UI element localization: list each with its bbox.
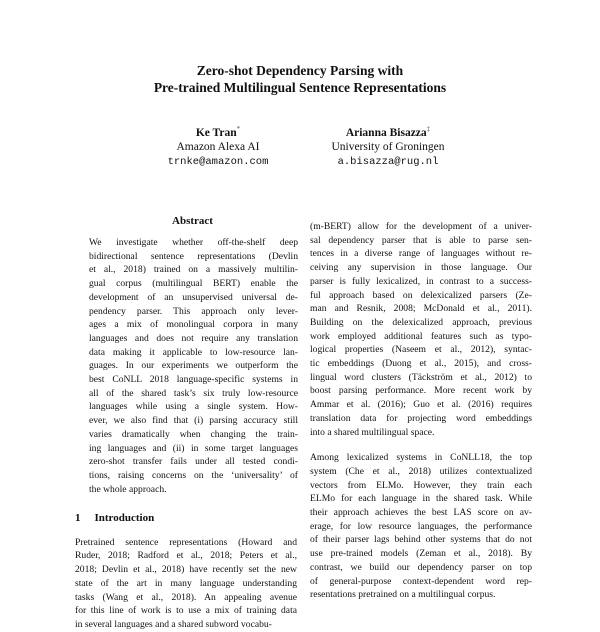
text-line: work employed additional features such as typo- [310,330,532,342]
text-line: Among lexicalized systems in CoNLL18, the top [310,452,532,464]
text-line: translation data for projecting word embeddings [310,412,532,424]
text-line: Building on the delexicalized approach, previous [310,316,532,328]
text-line: ing languages and (ii) in some target languages [89,442,298,454]
section-title: Introduction [94,512,155,524]
text-line: lingual word clusters (Täckström et al., 2012) to [310,371,532,383]
author-block-2 [288,122,488,169]
author-email[interactable]: a.bisazza@rug.nl [337,155,439,168]
text-line: Ruder, 2018; Radford et al., 2018; Peters et al., [75,550,297,562]
text-line: man and Resnik, 2008; McDonald et al., 2011). [310,303,532,315]
text-line: pendency parser. This approach only lever- [89,305,298,317]
paper-title [100,62,500,96]
text-line: guages. In our experiments we outperform the [89,360,298,372]
text-line: languages and does not require any translation [89,332,298,344]
text-line: system (Che et al., 2018) utilizes contextualized [310,465,532,477]
text-line: bidirectional sentence representations (Devlin [89,250,298,262]
text-line: for this line of work is to use a mix of training data [75,605,297,617]
title-line-2: Pre-trained Multilingual Sentence Representations [153,80,447,95]
title-line-1: Zero-shot Dependency Parsing with [196,63,404,78]
text-line: best CoNLL 2018 language-specific systems in [89,374,298,386]
text-line: into a shared multilingual space. [310,426,435,438]
text-line: (m-BERT) allow for the development of a univer- [310,221,532,232]
author-mark: ‡ [426,125,431,133]
introduction-body [75,512,297,632]
text-line: zero-shot transfer fails under all tested condi- [89,456,298,468]
text-line: resentations pretrained on a multilingual corpus. [310,589,496,601]
abstract-heading: Abstract [172,215,213,227]
text-line: logical properties (Naseem et al., 2012), syntac- [310,344,532,356]
text-line: ages a mix of monolingual corpora in many [89,319,298,331]
abstract-body [89,236,298,496]
text-line: languages while using a single system. How- [89,401,298,413]
text-line: development of an unsupervised universal de- [89,291,298,303]
text-line: data making it applicable to low-resource lan- [89,346,298,358]
text-line: ever, we also find that (i) parsing accuracy still [89,415,298,427]
text-line: varies dramatically when changing the train- [89,428,298,440]
text-line: 2018; Devlin et al., 2018) have recently set the new [75,564,297,576]
text-line: state of the art in many language understanding [75,577,297,589]
author-email[interactable]: trnke@amazon.com [167,155,269,168]
text-line: in several languages and a shared subword vocabu- [75,618,272,630]
text-line: parser is fully lexicalized, in contrast to a success- [310,275,532,287]
author-affiliation: University of Groningen [331,141,445,154]
text-line: ceiving any supervision in those language. Our [310,262,532,274]
author-mark: * [236,125,241,133]
text-line: ful approach based on delexicalized parsers (Ze- [310,289,532,301]
text-line: all of the shared task’s six truly low-resource [89,387,298,399]
text-line: We investigate whether off-the-shelf deep [89,237,298,248]
text-line: tic embeddings (Duong et al., 2015), and cross- [310,358,532,370]
text-line: tions, raising concerns on the ‘universality’ of [89,469,298,481]
author-name: Ke Tran [195,126,237,139]
text-line: tences in a diverse range of languages without re- [310,248,532,260]
text-line: boost parsing performance. More recent work by [310,385,532,397]
text-line: use pre-trained models (Zeman et al., 2018). By [310,548,532,560]
text-line: sal dependency parser that is able to parse sen- [310,234,532,246]
text-line: Ammar et al. (2016); Guo et al. (2016) requires [310,399,532,411]
text-line: vectors from ELMo. However, they train each [310,479,532,491]
text-line: contrast, we build our dependency parser on top [310,561,532,573]
author-name: Arianna Bisazza [345,126,427,139]
section-number: 1 [75,512,81,524]
author-affiliation: Amazon Alexa AI [176,141,260,154]
text-line: erage, for low resource languages, the performance [310,520,532,532]
text-line: tasks (Wang et al., 2018). An appealing avenue [75,591,297,603]
text-line: ELMo for each language in the shared task. While [310,493,532,505]
text-line: gual corpus (multilingual BERT) enable the [89,278,298,290]
introduction-paragraph [75,536,297,632]
text-line: their approach achieves the best LAS score on av- [310,507,532,519]
section-heading [75,512,297,526]
text-line: Pretrained sentence representations (Howard and [75,536,297,548]
right-column [310,220,532,602]
paragraph [310,220,532,439]
text-line: of general-purpose context-dependent word rep- [310,575,532,587]
text-line: the whole approach. [89,483,167,495]
text-line: of their parser lags behind other systems that do not [310,534,532,546]
paragraph [310,451,532,602]
text-line: et al., 2018) trained on a massively multilin- [89,264,298,276]
